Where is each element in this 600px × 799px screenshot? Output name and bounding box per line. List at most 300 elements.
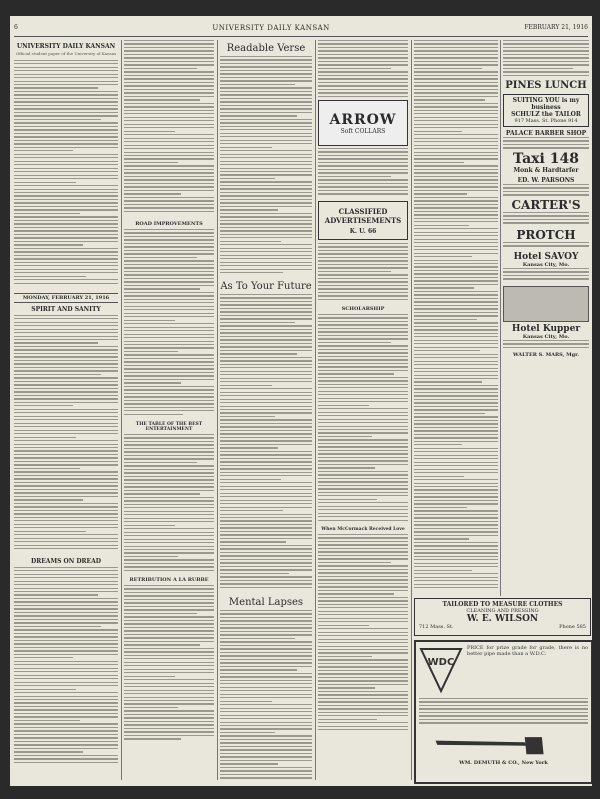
text-line <box>14 640 118 641</box>
column-classified <box>318 40 408 780</box>
text-line <box>220 534 312 535</box>
text-line <box>414 312 498 313</box>
text-line <box>414 566 498 567</box>
masthead-sub: Official student paper of the University of Kansas <box>15 51 117 56</box>
text-line <box>124 92 214 93</box>
text-line <box>318 176 391 177</box>
text-line <box>220 514 312 515</box>
text-line <box>414 584 498 585</box>
staff-text <box>14 60 118 290</box>
text-line <box>220 73 312 74</box>
text-line <box>318 642 408 643</box>
text-line <box>220 112 312 113</box>
text-line <box>318 502 408 503</box>
text-line <box>414 350 480 351</box>
text-line <box>220 680 312 681</box>
text-line <box>124 40 214 41</box>
text-line <box>414 179 498 180</box>
text-line <box>124 641 214 642</box>
text-line <box>414 479 498 480</box>
text-line <box>124 472 214 473</box>
text-line <box>124 497 214 498</box>
text-line <box>14 503 118 504</box>
text-line <box>414 322 498 323</box>
text-line <box>318 558 408 559</box>
text-line <box>14 570 118 571</box>
text-line <box>318 193 408 194</box>
text-line <box>14 283 118 284</box>
text-line <box>318 267 408 268</box>
text-line <box>220 722 312 723</box>
headline-table: THE TABLE OF THE BEST ENTERTAINMENT <box>135 422 203 432</box>
text-line <box>220 482 312 483</box>
text-line <box>220 756 312 757</box>
text-line <box>220 136 312 137</box>
text-line <box>503 194 589 195</box>
text-line <box>14 276 86 277</box>
text-line <box>414 242 498 243</box>
text-line <box>414 120 498 121</box>
text-line <box>220 697 312 698</box>
text-line <box>318 295 408 296</box>
text-line <box>124 292 214 293</box>
text-line <box>124 141 214 142</box>
text-line <box>220 122 312 123</box>
text-line <box>414 587 498 588</box>
text-line <box>124 403 214 404</box>
text-line <box>124 253 214 254</box>
text-line <box>124 375 214 376</box>
text-line <box>220 98 312 99</box>
text-line <box>318 250 408 251</box>
text-line <box>220 105 312 106</box>
text-line <box>414 472 498 473</box>
text-line <box>414 228 498 229</box>
text-line <box>318 89 408 90</box>
text-line <box>318 278 408 279</box>
text-line <box>503 212 589 213</box>
text-line <box>124 78 214 79</box>
text-line <box>318 321 408 322</box>
text-line <box>318 384 408 385</box>
text-line <box>124 728 214 729</box>
text-line <box>414 545 498 546</box>
text-line <box>14 164 118 165</box>
text-line <box>318 328 408 329</box>
text-line <box>124 309 214 310</box>
text-line <box>14 755 118 756</box>
text-line <box>220 718 312 719</box>
text-line <box>414 103 498 104</box>
text-line <box>318 593 394 594</box>
text-line <box>414 113 498 114</box>
text-line <box>14 423 118 424</box>
text-line <box>14 349 118 350</box>
text-line <box>124 57 214 58</box>
text-line <box>124 400 214 401</box>
text-line <box>220 760 312 761</box>
text-line <box>14 430 118 431</box>
text-line <box>124 609 214 610</box>
text-line <box>124 250 214 251</box>
text-line <box>124 570 214 571</box>
text-line <box>14 255 118 256</box>
text-line <box>124 113 214 114</box>
text-line <box>124 47 214 48</box>
text-line <box>220 237 312 238</box>
text-line <box>318 314 408 315</box>
text-line <box>220 728 312 729</box>
text-line <box>503 347 589 348</box>
text-line <box>14 332 118 333</box>
text-line <box>318 366 408 367</box>
text-line <box>318 544 408 545</box>
text-line <box>124 271 214 272</box>
text-line <box>14 87 98 88</box>
text-line <box>414 298 498 299</box>
text-line <box>220 66 312 67</box>
text-line <box>503 147 589 148</box>
text-line <box>318 680 408 681</box>
text-line <box>124 434 214 435</box>
text-line <box>414 197 498 198</box>
text-line <box>124 441 214 442</box>
text-line <box>220 80 312 81</box>
text-line <box>220 195 312 196</box>
text-line <box>220 666 312 667</box>
text-line <box>14 105 118 106</box>
text-line <box>14 370 118 371</box>
text-line <box>124 393 214 394</box>
text-line <box>220 371 312 372</box>
text-line <box>14 182 76 183</box>
text-line <box>124 637 214 638</box>
text-line <box>220 409 312 410</box>
text-line <box>318 274 408 275</box>
text-line <box>220 412 312 413</box>
text-line <box>220 645 312 646</box>
text-line <box>124 599 214 600</box>
text-line <box>220 461 312 462</box>
text-line <box>220 406 312 407</box>
page-number: 6 <box>14 24 18 31</box>
text-line <box>318 604 408 605</box>
text-line <box>220 181 312 182</box>
text-line <box>318 565 408 566</box>
text-line <box>14 269 118 270</box>
text-line <box>124 179 214 180</box>
text-line <box>124 662 214 663</box>
text-line <box>220 617 312 618</box>
text-line <box>318 607 408 608</box>
text-line <box>414 200 498 201</box>
text-line <box>220 690 312 691</box>
text-line <box>318 600 408 601</box>
text-line <box>124 707 178 708</box>
text-line <box>14 588 118 589</box>
text-line <box>14 265 118 266</box>
text-line <box>124 295 214 296</box>
text-line <box>124 145 214 146</box>
text-line <box>414 221 498 222</box>
text-line <box>124 414 183 415</box>
text-line <box>318 292 408 293</box>
text-line <box>124 588 214 589</box>
text-line <box>14 482 118 483</box>
text-line <box>220 447 278 448</box>
text-line <box>318 394 408 395</box>
text-line <box>220 641 312 642</box>
carters-ad: CARTER'S <box>511 198 581 212</box>
text-line <box>318 649 408 650</box>
text-line <box>124 535 214 536</box>
text-line <box>14 325 118 326</box>
text-line <box>220 458 312 459</box>
text-line <box>503 47 589 48</box>
text-line <box>414 434 498 435</box>
text-line <box>414 64 498 65</box>
text-line <box>414 68 482 69</box>
text-line <box>14 395 118 396</box>
text-line <box>14 384 118 385</box>
text-line <box>14 216 118 217</box>
text-line <box>414 89 498 90</box>
text-line <box>14 654 118 655</box>
text-line <box>503 75 589 76</box>
text-line <box>414 308 498 309</box>
arrow-collars-ad <box>318 100 408 146</box>
text-line <box>14 346 118 347</box>
text-line <box>318 492 408 493</box>
text-line <box>414 287 474 288</box>
text-line <box>220 520 312 521</box>
text-line <box>318 419 408 420</box>
text-line <box>220 569 312 570</box>
text-line <box>220 426 312 427</box>
text-line <box>318 40 408 41</box>
text-line <box>124 316 214 317</box>
text-line <box>220 126 312 127</box>
text-line <box>220 374 312 375</box>
text-line <box>318 551 408 552</box>
text-line <box>14 720 80 721</box>
text-line <box>318 499 377 500</box>
text-line <box>14 356 118 357</box>
text-line <box>220 562 312 563</box>
text-line <box>124 127 214 128</box>
text-line <box>14 682 118 683</box>
text-line <box>124 155 214 156</box>
text-line <box>14 77 118 78</box>
classified-box <box>318 201 408 240</box>
text-line <box>220 669 297 670</box>
header-rule <box>14 36 588 37</box>
text-line <box>414 336 498 337</box>
text-line <box>14 598 118 599</box>
text-line <box>124 313 214 314</box>
text-line <box>124 700 214 701</box>
text-line <box>14 741 118 742</box>
text-line <box>220 216 312 217</box>
text-line <box>503 140 589 141</box>
text-line <box>220 258 312 259</box>
text-line <box>503 242 589 243</box>
text-line <box>14 748 118 749</box>
text-line <box>318 78 408 79</box>
text-line <box>124 735 214 736</box>
text-line <box>414 266 498 267</box>
article-top <box>124 40 214 218</box>
text-line <box>220 576 312 577</box>
text-line <box>124 260 214 261</box>
text-line <box>220 192 312 193</box>
text-line <box>124 683 214 684</box>
text-line <box>14 262 118 263</box>
text-line <box>220 161 312 162</box>
text-line <box>14 133 118 134</box>
text-line <box>414 448 498 449</box>
text-line <box>14 126 118 127</box>
text-line <box>318 331 408 332</box>
text-line <box>414 357 498 358</box>
text-line <box>124 347 214 348</box>
ads-top-text <box>503 40 589 80</box>
text-line <box>414 542 498 543</box>
text-line <box>14 195 118 196</box>
text-line <box>318 408 408 409</box>
text-line <box>318 363 408 364</box>
text-line <box>220 580 312 581</box>
text-line <box>318 380 408 381</box>
text-line <box>414 186 498 187</box>
text-line <box>124 68 197 69</box>
text-line <box>318 356 408 357</box>
text-line <box>220 56 312 57</box>
text-line <box>220 510 283 511</box>
text-line <box>14 517 118 518</box>
text-line <box>220 255 312 256</box>
text-line <box>503 191 589 192</box>
text-line <box>414 559 498 560</box>
text-line <box>503 343 589 344</box>
text-line <box>414 517 498 518</box>
text-line <box>318 246 408 247</box>
text-line <box>14 315 118 316</box>
text-line <box>14 154 118 155</box>
text-line <box>124 493 200 494</box>
text-line <box>14 629 118 630</box>
text-line <box>14 727 118 728</box>
text-line <box>318 179 408 180</box>
text-line <box>318 673 408 674</box>
text-line <box>220 465 312 466</box>
text-line <box>419 701 588 702</box>
text-line <box>318 572 408 573</box>
text-line <box>124 566 214 567</box>
text-line <box>503 245 589 246</box>
text-line <box>318 639 408 640</box>
text-line <box>414 392 498 393</box>
text-line <box>14 150 73 151</box>
text-line <box>14 101 118 102</box>
text-line <box>220 479 281 480</box>
text-line <box>220 655 312 656</box>
wilson-ad <box>414 598 591 636</box>
text-line <box>124 131 175 132</box>
text-line <box>14 608 118 609</box>
text-line <box>414 138 498 139</box>
text-line <box>414 500 498 501</box>
text-line <box>124 648 214 649</box>
text-line <box>14 471 118 472</box>
text-line <box>414 145 498 146</box>
text-line <box>220 749 312 750</box>
text-line <box>124 197 214 198</box>
text-line <box>14 67 118 68</box>
pipe-illustration-icon <box>419 732 579 756</box>
text-line <box>124 281 214 282</box>
text-line <box>318 666 408 667</box>
text-line <box>124 243 214 244</box>
text-line <box>124 549 214 550</box>
text-line <box>220 367 312 368</box>
text-line <box>318 729 408 730</box>
text-line <box>14 524 118 525</box>
text-line <box>220 430 312 431</box>
text-line <box>220 77 312 78</box>
text-line <box>220 746 312 747</box>
text-line <box>220 566 312 567</box>
text-line <box>220 353 297 354</box>
text-line <box>220 350 312 351</box>
text-line <box>220 230 312 231</box>
text-line <box>14 581 118 582</box>
text-line <box>318 68 391 69</box>
text-line <box>220 620 312 621</box>
text-line <box>14 206 118 207</box>
text-line <box>220 627 312 628</box>
text-line <box>124 288 200 289</box>
text-line <box>124 396 214 397</box>
text-line <box>318 349 408 350</box>
text-line <box>414 158 498 159</box>
text-line <box>414 354 498 355</box>
text-line <box>414 395 498 396</box>
text-line <box>14 531 86 532</box>
text-line <box>503 54 589 55</box>
text-line <box>14 499 83 500</box>
text-line <box>503 64 589 65</box>
text-line <box>414 47 498 48</box>
text-line <box>124 323 214 324</box>
text-line <box>14 202 118 203</box>
text-line <box>14 584 118 585</box>
text-line <box>124 462 197 463</box>
text-line <box>14 468 80 469</box>
text-line <box>414 284 498 285</box>
text-line <box>14 426 118 427</box>
text-line <box>414 388 498 389</box>
text-line <box>220 524 312 525</box>
text-line <box>124 110 214 111</box>
text-line <box>414 385 498 386</box>
text-line <box>318 590 408 591</box>
text-line <box>14 402 118 403</box>
text-line <box>14 447 118 448</box>
text-line <box>220 129 312 130</box>
text-line <box>318 345 408 346</box>
text-line <box>124 239 214 240</box>
